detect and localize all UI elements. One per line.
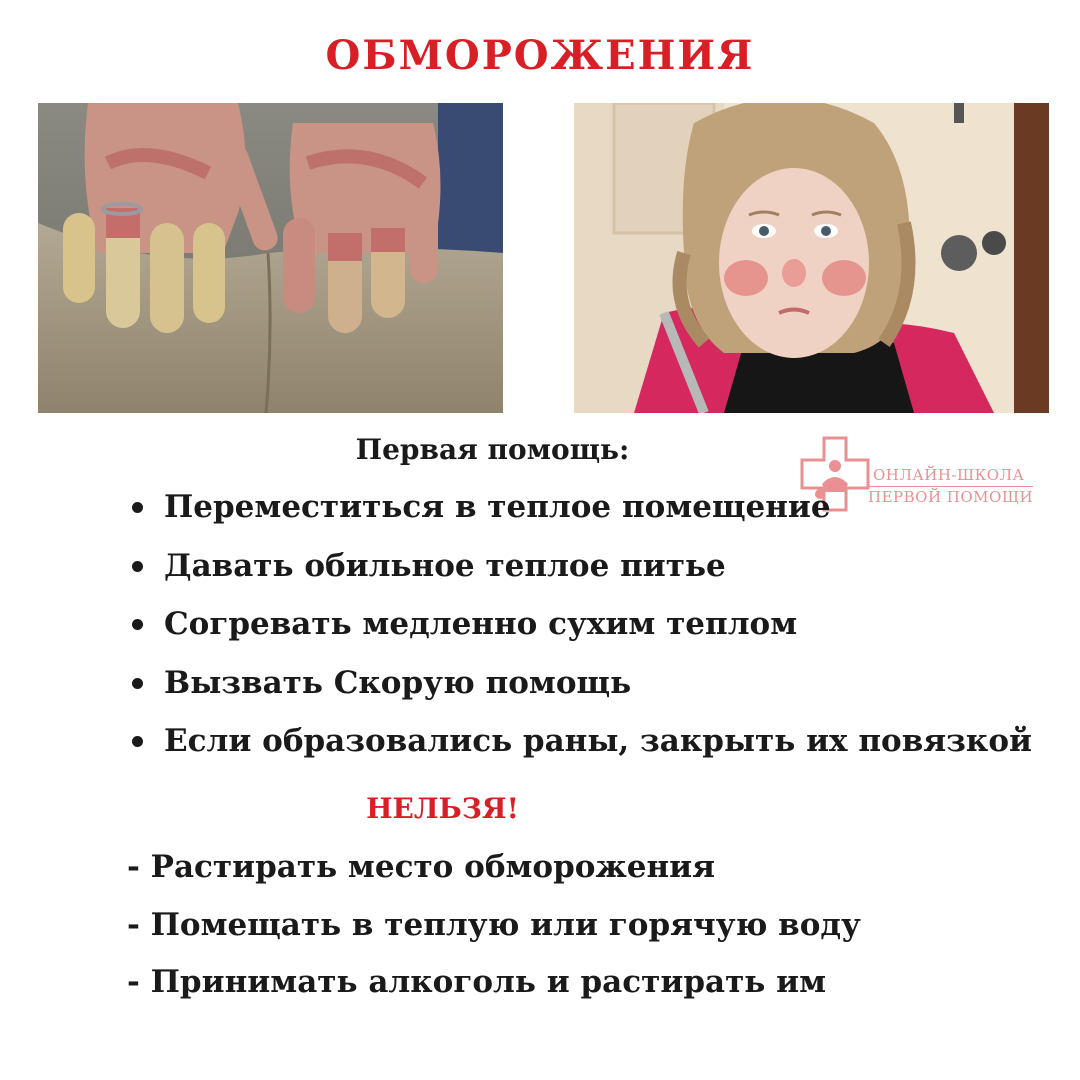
first-aid-heading: Первая помощь: bbox=[355, 433, 630, 466]
list-item: Давать обильное теплое питье bbox=[130, 542, 1032, 601]
list-item: Согревать медленно сухим теплом bbox=[130, 600, 1032, 659]
logo-text-line2: ПЕРВОЙ ПОМОЩИ bbox=[868, 488, 1034, 506]
list-item: - Принимать алкоголь и растирать им bbox=[127, 964, 827, 1000]
list-item: - Помещать в теплую или горячую воду bbox=[127, 906, 861, 943]
forbidden-list bbox=[127, 843, 861, 1016]
forbidden-heading: НЕЛЬЗЯ! bbox=[366, 792, 519, 825]
frostbitten-hands-photo bbox=[38, 103, 503, 413]
frostbitten-child-photo bbox=[574, 103, 1049, 413]
first-aid-list bbox=[130, 483, 1032, 776]
page-title: ОБМОРОЖЕНИЯ bbox=[325, 32, 755, 79]
list-item: Вызвать Скорую помощь bbox=[130, 659, 1032, 718]
list-item: - Растирать место обморожения bbox=[127, 849, 716, 885]
list-item: Переместиться в теплое помещение bbox=[130, 483, 1032, 542]
logo-text-line1: ОНЛАЙН-ШКОЛА bbox=[873, 466, 1025, 484]
list-item: Если образовались раны, закрыть их повязкой bbox=[130, 717, 1032, 776]
